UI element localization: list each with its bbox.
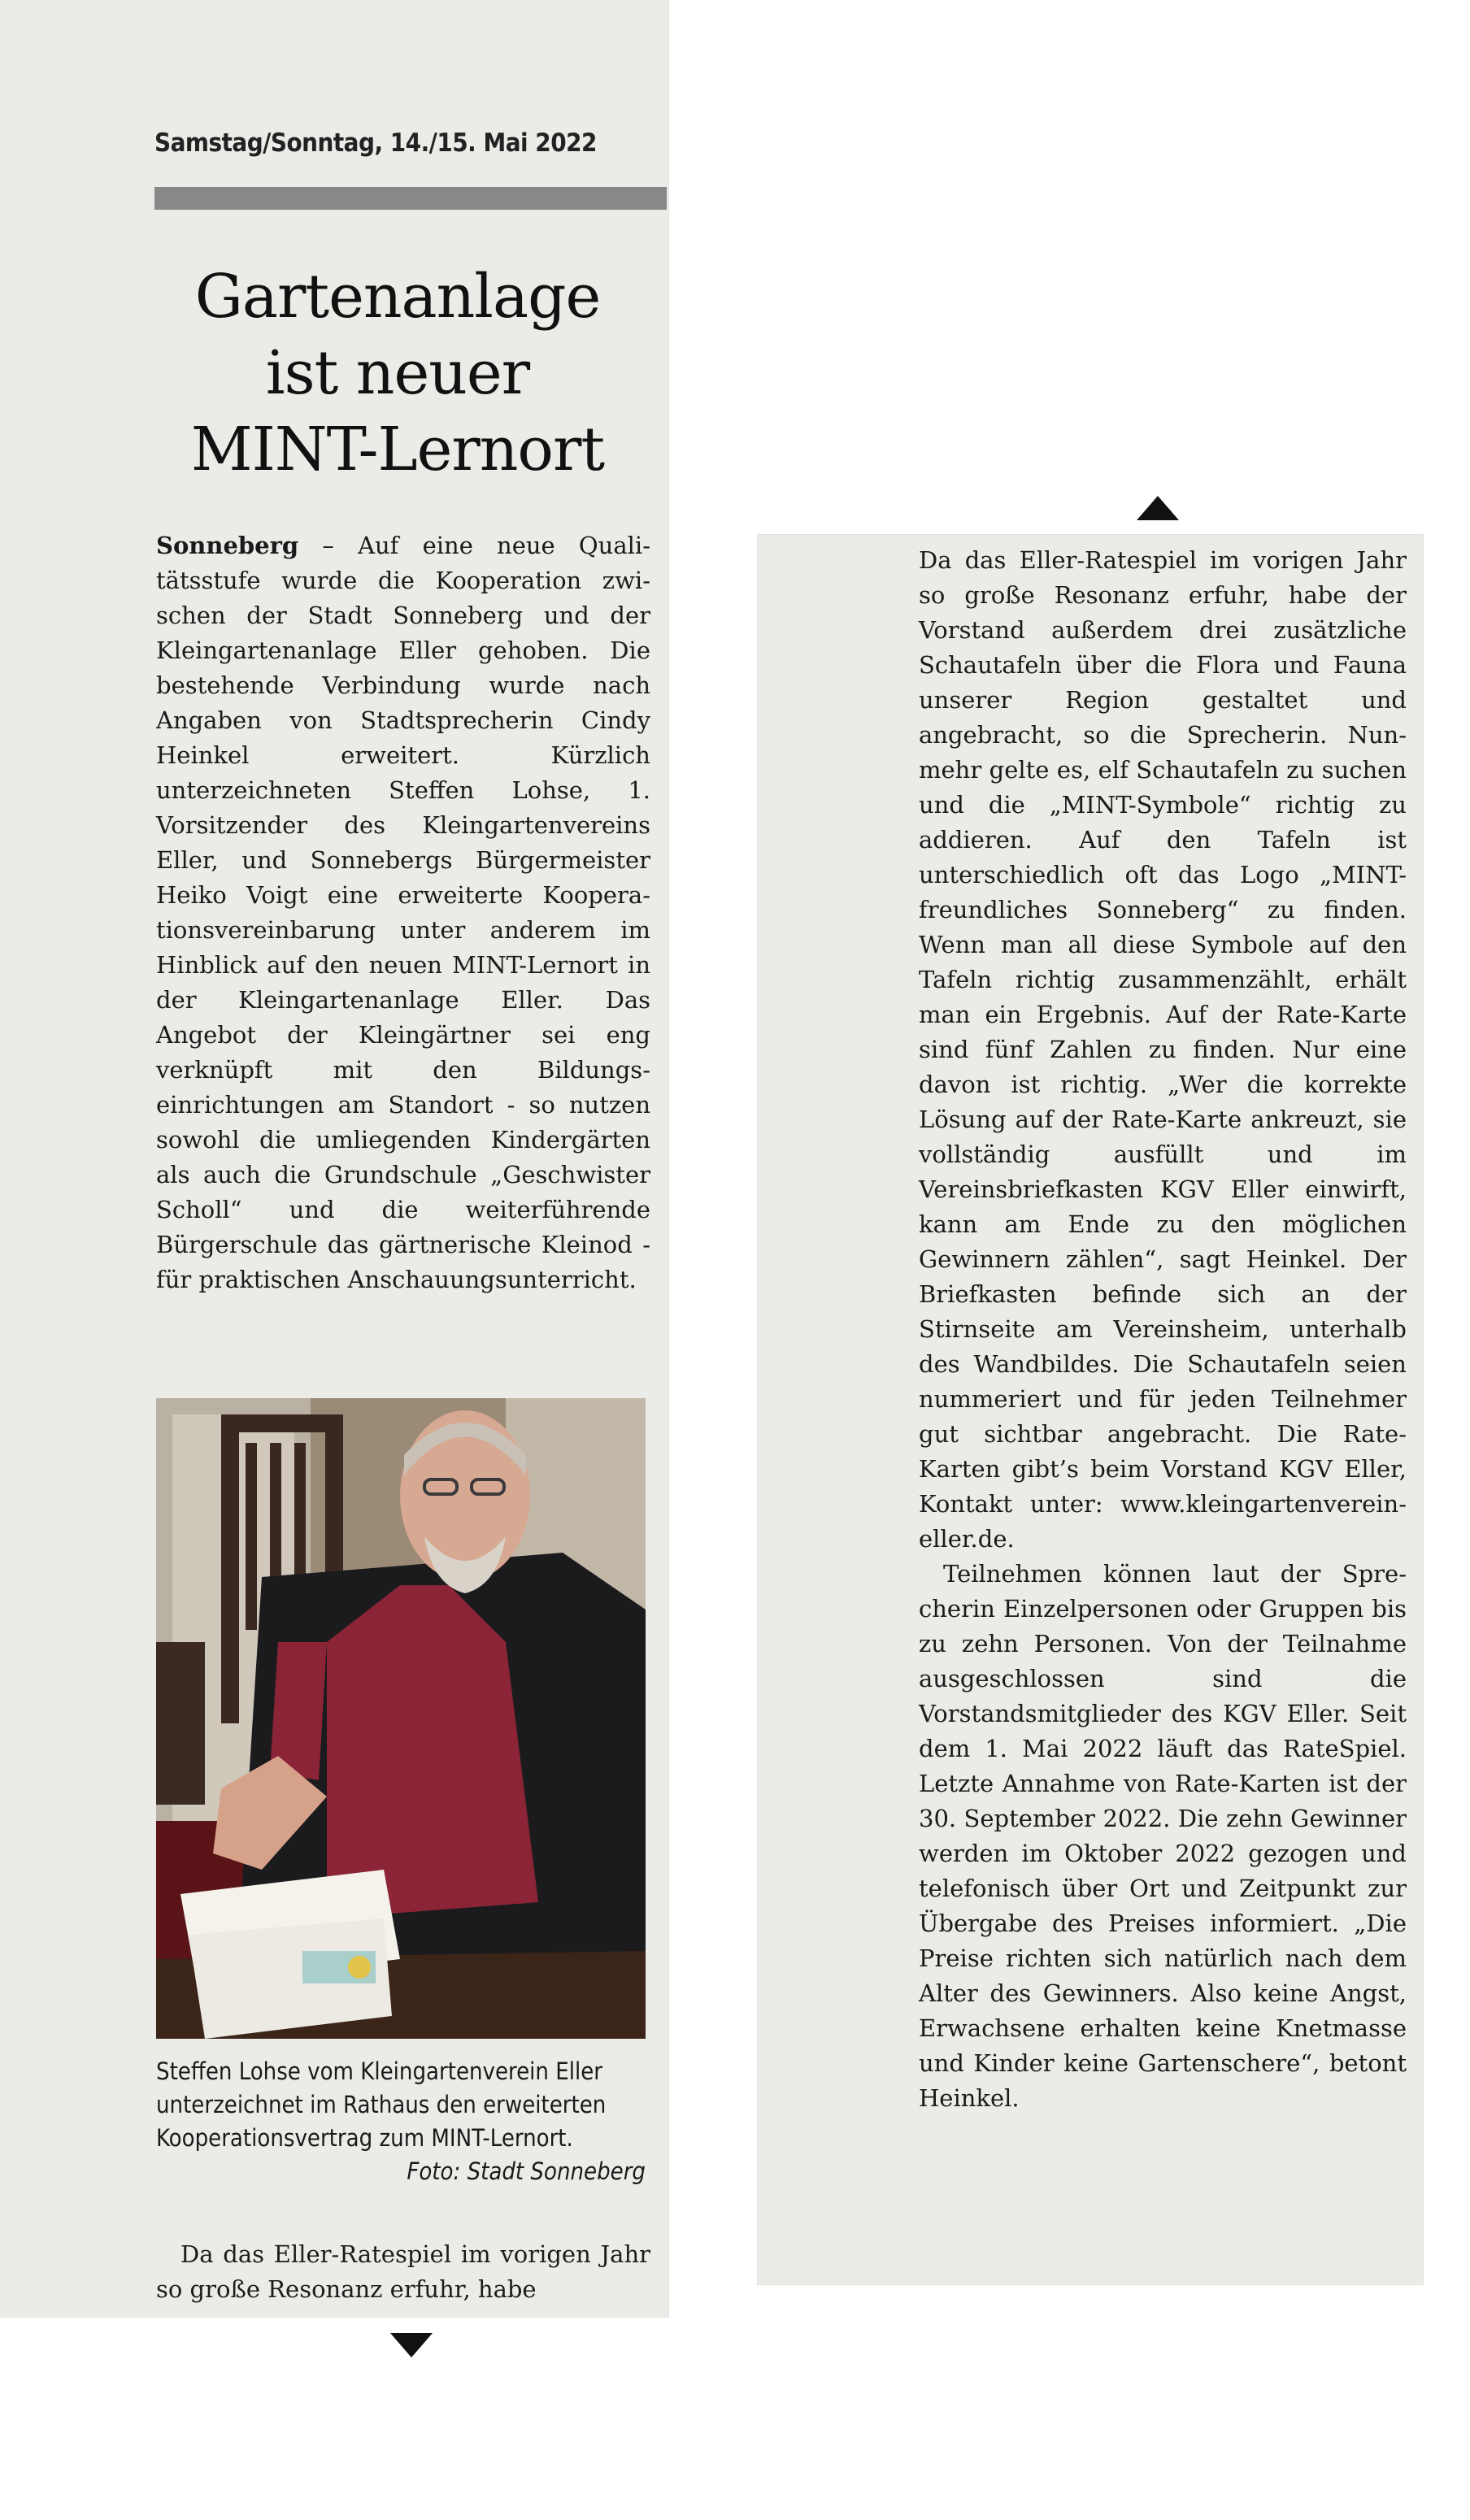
- caption-text: Steffen Lohse vom Kleingartenverein Eller unterzeichnet im Rathaus den erweiterten Kooperationsvertrag zum MINT-Lernort.: [156, 2057, 607, 2152]
- article-column-left: [156, 528, 650, 1297]
- article-paragraph-continued-2: Teilnehmen können laut der Sprecherin Einzelpersonen oder Gruppen bis zu zehn Personen. Von der Teilnahme ausgeschlossen sind die Vorstandsmitglieder des KGV Eller. Seit dem 1. Mai 2022 läuft das RateSpiel. Letzte Annahme von Rate-Karten ist der 30. September 2022. Die zehn Gewinner werden im Oktober 2022 gezogen und telefonisch über Ort und Zeitpunkt zur Übergabe des Preises informiert. „Die Preise richten sich natürlich nach dem Alter des Gewinners. Also keine Angst, Erwachsene erhalten keine Knetmasse und Kinder keine Gartenschere“, betont Heinkel.: [919, 1560, 1407, 2112]
- article-column-right: [919, 543, 1407, 2116]
- article-lead-paragraph: [156, 528, 650, 1297]
- headline-line-1: Gartenanlage: [194, 262, 601, 332]
- photo-caption: [156, 2055, 646, 2188]
- continue-up-arrow-icon: [1137, 496, 1179, 520]
- article-photo: [156, 1398, 646, 2039]
- headline-line-3: MINT-Lernort: [190, 415, 605, 484]
- article-continued-teaser: Da das Eller-Ratespiel im vorigen Jahr so große Resonanz erfuhr, habe: [156, 2240, 650, 2303]
- article-paragraph-continued-1: Da das Eller-Ratespiel im vorigen Jahr so große Resonanz erfuhr, habe der Vorstand außerdem drei zusätzliche Schautafeln über die Flora und Fauna unserer Region gestaltet und angebracht, so die Sprecherin. Nunmehr gelte es, elf Schautafeln zu suchen und die „MINT-Symbole“ richtig zu addieren. Auf den Tafeln ist unterschiedlich oft das Logo „MINT-freundliches Sonneberg“ zu finden. Wenn man all diese Symbole auf den Tafeln richtig zusammenzählt, erhält man ein Ergebnis. Auf der Rate-Karte sind fünf Zahlen zu finden. Nur eine davon ist richtig. „Wer die korrekte Lösung auf der Rate-Karte ankreuzt, sie vollständig ausfüllt und im Vereinsbriefkasten KGV Eller einwirft, kann am Ende zu den möglichen Gewinnern zählen“, sagt Heinkel. Der Briefkasten befinde sich an der Stirnseite am Vereinsheim, unterhalb des Wandbildes. Die Schautafeln seien nummeriert und für jeden Teilnehmer gut sichtbar angebracht. Die Rate-Karten gibt’s beim Vorstand KGV Eller, Kontakt unter: www.kleingartenverein-eller.de.: [919, 546, 1407, 1553]
- header-rule: [154, 187, 667, 210]
- photo-credit: Foto: Stadt Sonneberg: [407, 2157, 646, 2185]
- continue-down-arrow-icon: [390, 2333, 433, 2357]
- headline: [154, 259, 641, 488]
- headline-line-2: ist neuer: [265, 338, 530, 408]
- clipping-left: [0, 0, 668, 2317]
- dateline: Samstag/Sonntag, 14./15. Mai 2022: [154, 128, 597, 158]
- article-lead: – Auf eine neue Qualitätsstufe wurde die Kooperation zwischen der Stadt Sonneberg und der Kleingartenanlage Eller gehoben. Die bestehende Verbindung wurde nach Angaben von Stadtsprecherin Cindy Heinkel erweitert. Kürzlich unterzeichneten Steffen Lohse, 1. Vorsitzender des Kleingartenvereins Eller, und Sonnebergs Bürgermeister Heiko Voigt eine erweiterte Kooperationsvereinbarung unter anderem im Hinblick auf den neuen MINT-Lernort in der Kleingartenanlage Eller. Das Angebot der Kleingärtner sei eng verknüpft mit den Bildungseinrichtungen am Standort - so nutzen sowohl die umliegenden Kindergärten als auch die Grundschule „Geschwister Scholl“ und die weiterführende Bürgerschule das gärtnerische Kleinod - für praktischen Anschauungsunterricht.: [156, 532, 651, 1293]
- article-place: Sonneberg: [156, 532, 299, 559]
